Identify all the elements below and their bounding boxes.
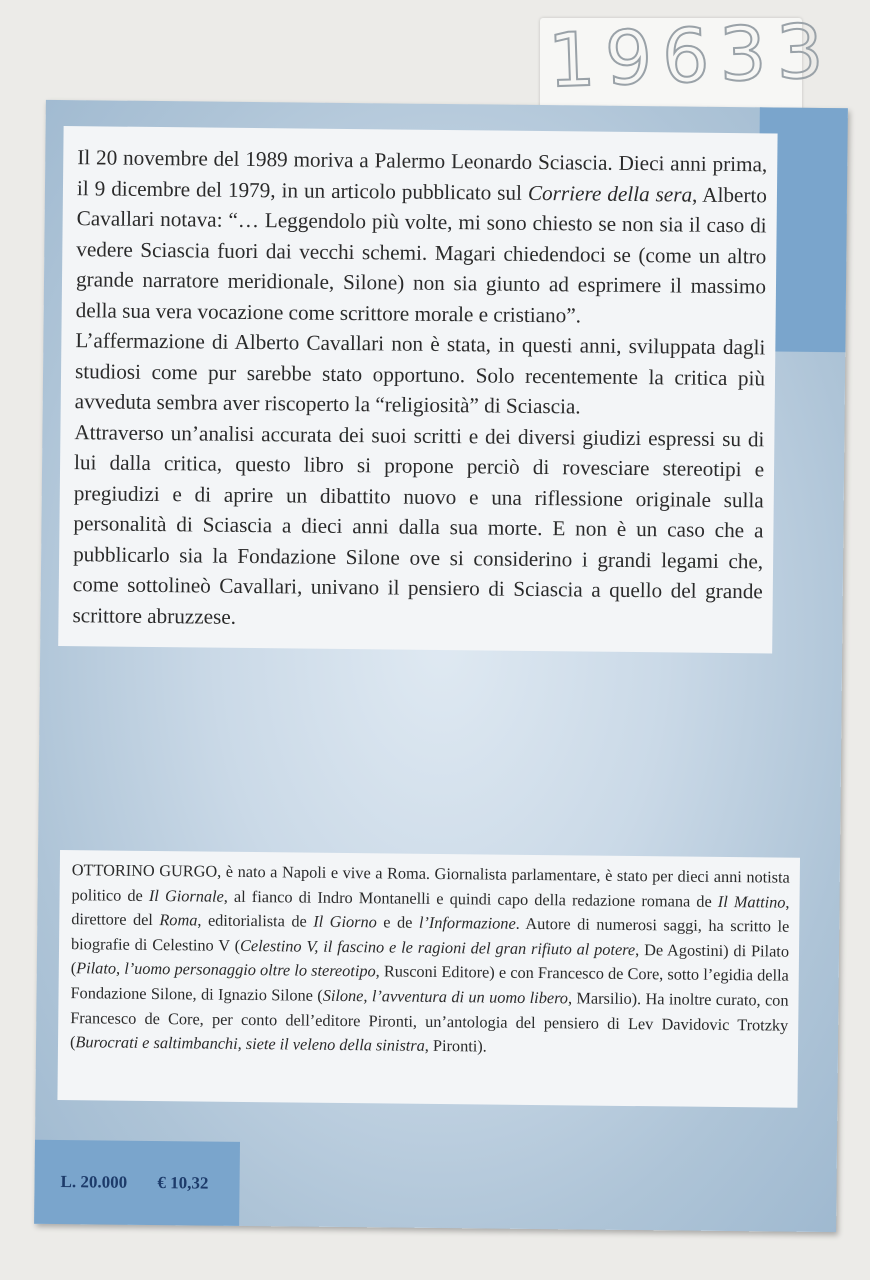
book-back-cover (34, 100, 848, 1232)
inventory-number: 19633 (546, 8, 835, 105)
summary-paragraph: Attraverso un’analisi accurata dei suoi scritti e dei diversi giudizi espressi su di lui dalla critica, questo libro si propone perciò di rovesciare stereotipi e pregiudizi e di aprire un dibattito nuovo e una riflessione originale sulla personalità di Sciascia a dieci anni dalla sua morte. E non è un caso che a pubblicarlo sia la Fondazione Silone ove si considerino i grandi legami che, come sottolineò Cavallari, univano il pensiero di Sciascia a quello del grande scrittore abruzzese. (72, 419, 765, 629)
summary-paragraph: Il 20 novembre del 1989 moriva a Palermo Leonardo Sciascia. Dieci anni prima, il 9 dicembre del 1979, in un articolo pubblicato sul Corriere della sera, Alberto Cavallari notava: “… Leggendolo più volte, mi sono chiesto se non sia il caso di vedere Sciascia fuori dai vecchi schemi. Magari chiedendoci se (come un altro grande narratore meridionale, Silone) non sia giunto ad esprimere il massimo della sua vera vocazione come scrittore morale e cristiano”. (75, 145, 768, 327)
author-bio-text: OTTORINO GURGO, è nato a Napoli e vive a Roma. Giornalista parlamentare, è stato per dieci anni notista politico de Il Giornale, al fianco di Indro Montanelli e quindi capo della redazione romana de Il Mattino, direttore del Roma, editorialista de Il Giorno e de l’Informazione. Autore di numerosi saggi, ha scritto le biografie di Celestino V (Celestino V, il fascino e le ragioni del gran rifiuto al potere, De Agostini) di Pilato (Pilato, l’uomo personaggio oltre lo stereotipo, Rusconi Editore) e con Francesco de Core, sotto l’egidia della Fondazione Silone, di Ignazio Silone (Silone, l’avventura di un uomo libero, Marsilio). Ha inoltre curato, con Francesco de Core, per conto dell’editore Pironti, un’antologia del pensiero di Lev Davidovic Trotzky (Burocrati e saltimbanchi, siete il veleno della sinistra, Pironti). (69, 860, 790, 1056)
summary-paragraph: L’affermazione di Alberto Cavallari non è stata, in questi anni, sviluppata dagli studiosi come pur sarebbe stato opportuno. Solo recentemente la critica più avveduta sembra aver riscoperto la “religiosità” di Sciascia. (74, 328, 766, 419)
price-label (60, 1172, 234, 1194)
author-bio-box (57, 850, 800, 1108)
price-lire: L. 20.000 (60, 1172, 128, 1192)
summary-text-box (58, 126, 777, 653)
price-euro: € 10,32 (157, 1173, 209, 1193)
inventory-sticker (540, 8, 835, 118)
